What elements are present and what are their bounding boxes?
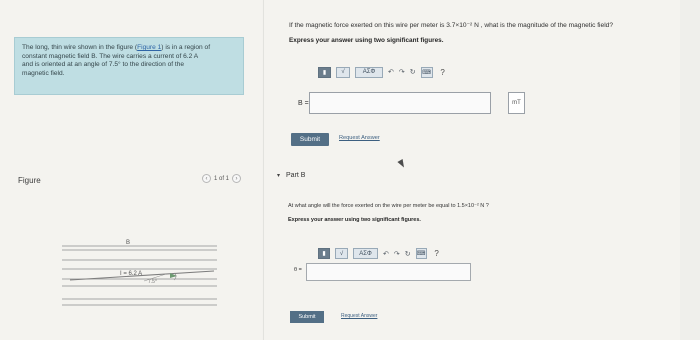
part-b-answer-area [286, 240, 476, 280]
part-b-toolbar [318, 248, 442, 259]
theta-variable-label: θ = [294, 267, 302, 273]
reset-icon-b[interactable]: ↻ [404, 250, 411, 258]
theta-answer-input[interactable] [306, 263, 471, 281]
redo-icon[interactable]: ↷ [398, 69, 405, 76]
redo-icon-b[interactable]: ↷ [393, 250, 400, 258]
help-icon-b[interactable]: ? [434, 249, 439, 258]
problem-statement [14, 37, 244, 95]
part-b-title: Part B [286, 172, 306, 179]
figure-title: Figure [18, 176, 41, 185]
greek-button-b[interactable]: ΑΣΦ [353, 248, 378, 259]
problem-line1b: ) is in a region of [161, 44, 211, 51]
left-pane [0, 0, 262, 340]
template-icon-b[interactable]: ▮ [318, 248, 330, 259]
next-figure-icon[interactable]: › [232, 174, 241, 183]
part-a-toolbar [318, 65, 502, 79]
keyboard-icon[interactable]: ⌨ [421, 67, 433, 78]
figure-pager [202, 174, 241, 183]
figure-link[interactable]: Figure 1 [137, 44, 162, 51]
figure-b-label: B [126, 240, 131, 246]
right-pane [264, 0, 700, 340]
sqrt-button-b[interactable]: √ [335, 248, 348, 259]
request-answer-link-part-b[interactable]: Request Answer [341, 313, 378, 319]
part-b-instruction: Express your answer using two significant figures. [288, 217, 421, 223]
previous-figure-icon[interactable]: ‹ [202, 174, 211, 183]
wire-figure [62, 232, 218, 314]
problem-line3: and is oriented at an angle of 7.5° to the direction of the [22, 61, 185, 69]
problem-line4: magnetic field. [22, 69, 65, 77]
problem-line2: constant magnetic field B. The wire carries a current of 6.2 A [22, 52, 199, 60]
part-a-instruction: Express your answer using two significant figures. [289, 37, 444, 44]
pager-text: 1 of 1 [214, 175, 230, 182]
problem-line1: The long, thin wire shown in the figure ( [22, 44, 138, 51]
figure-current-label: I = 6.2 A [120, 271, 143, 277]
submit-button-part-a[interactable]: Submit [291, 133, 329, 146]
submit-button-part-b[interactable]: Submit [290, 311, 324, 323]
collapse-caret-icon[interactable]: ▾ [277, 173, 281, 179]
b-answer-input[interactable] [309, 92, 491, 114]
undo-icon-b[interactable]: ↶ [383, 250, 389, 258]
unit-box[interactable]: mT [508, 92, 525, 114]
right-scroll-gutter [680, 0, 700, 340]
template-icon[interactable]: ▮ [318, 67, 331, 78]
reset-icon[interactable]: ↻ [409, 69, 416, 76]
figure-angle-label: 7.5° [148, 279, 157, 285]
help-icon[interactable]: ? [440, 67, 445, 77]
part-a-answer-area [288, 57, 521, 113]
part-a-question: If the magnetic force exerted on this wire per meter is 3.7×10⁻² N , what is the magnitude of the magnetic field? [289, 22, 613, 29]
greek-button[interactable]: ΑΣΦ [355, 67, 383, 78]
sqrt-button[interactable]: √ [336, 67, 350, 78]
part-b-question: At what angle will the force exerted on the wire per meter be equal to 1.5×10⁻² N ? [288, 203, 489, 209]
keyboard-icon-b[interactable]: ⌨ [416, 248, 427, 259]
part-b-header[interactable] [277, 172, 305, 179]
figure-header [0, 168, 262, 194]
request-answer-link-part-a[interactable]: Request Answer [339, 135, 380, 141]
b-variable-label: B = [298, 100, 309, 107]
undo-icon[interactable]: ↶ [388, 69, 394, 76]
